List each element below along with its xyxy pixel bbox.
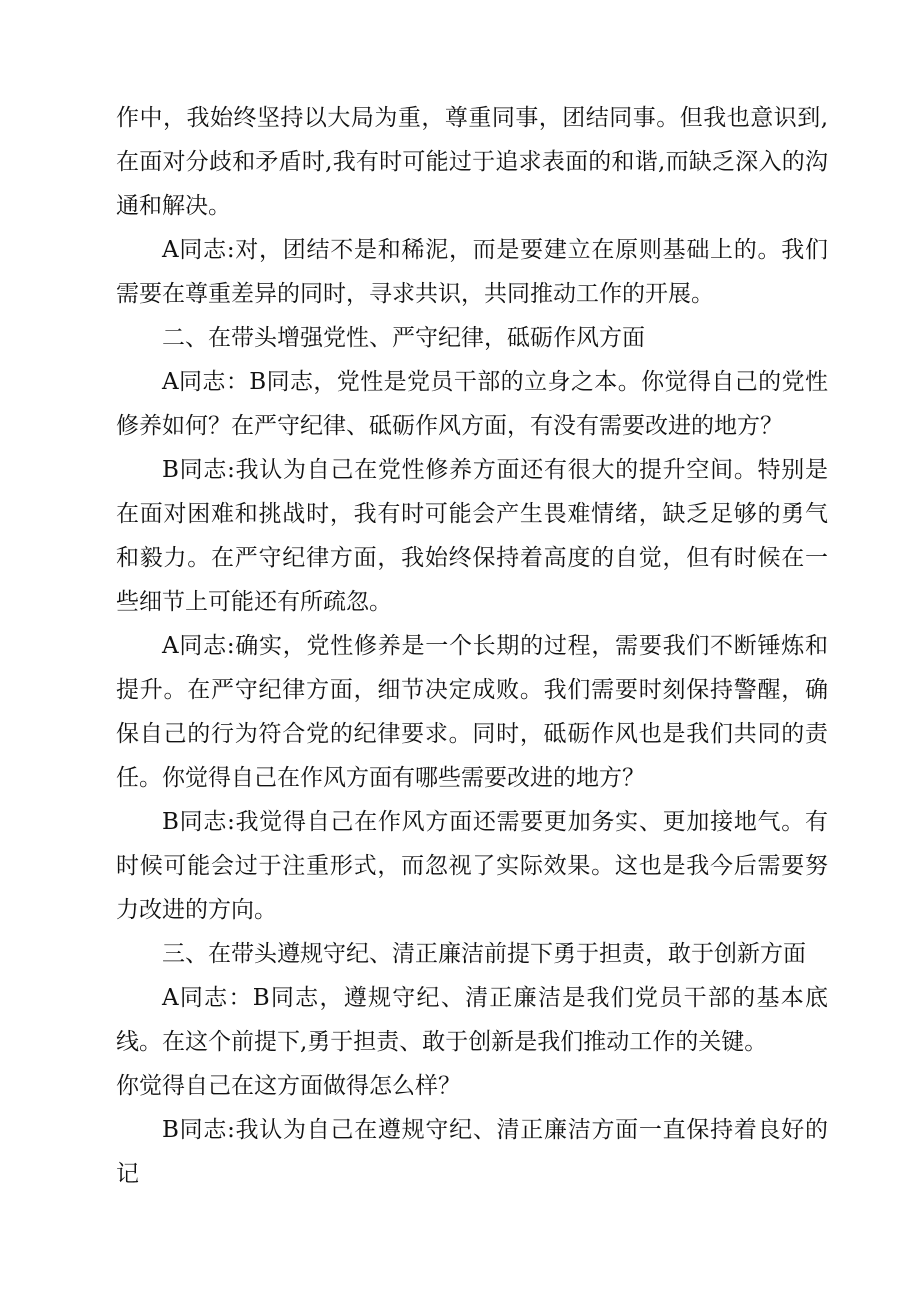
paragraph-5: A同志:确实，党性修养是一个长期的过程，需要我们不断锤炼和提升。在严守纪律方面，细节决定成败。我们需要时刻保持警醒，确保自己的行为符合党的纪律要求。同时，砥砺作风也是我们共同的责任。你觉得自己在作风方面有哪些需要改进的地方？: [116, 633, 828, 791]
paragraph-6: B同志:我觉得自己在作风方面还需要更加务实、更加接地气。有时候可能会过于注重形式，而忽视了实际效果。这也是我今后需要努力改进的方向。: [116, 809, 828, 923]
paragraph-4: B同志:我认为自己在党性修养方面还有很大的提升空间。特别是在面对困难和挑战时，我有时可能会产生畏难情绪，缺乏足够的勇气和毅力。在严守纪律方面，我始终保持着高度的自觉，但有时候在一些细节上可能还有所疏忽。: [116, 457, 828, 615]
document-body: [116, 96, 828, 1196]
section-heading-3: 三、在带头遵规守纪、清正廉洁前提下勇于担责，敢于创新方面: [162, 941, 806, 967]
paragraph-2: A同志:对，团结不是和稀泥，而是要建立在原则基础上的。我们需要在尊重差异的同时，寻求共识，共同推动工作的开展。: [116, 237, 828, 307]
paragraph-7: A同志：B同志，遵规守纪、清正廉洁是我们党员干部的基本底线。在这个前提下,勇于担责、敢于创新是我们推动工作的关键。: [116, 985, 828, 1055]
paragraph-1: 作中，我始终坚持以大局为重，尊重同事，团结同事。但我也意识到,在面对分歧和矛盾时,我有时可能过于追求表面的和谐,而缺乏深入的沟通和解决。: [116, 105, 828, 219]
paragraph-3: A同志：B同志，党性是党员干部的立身之本。你觉得自己的党性修养如何？在严守纪律、砥砺作风方面，有没有需要改进的地方？: [116, 369, 828, 439]
paragraph-8: 你觉得自己在这方面做得怎么样？: [116, 1073, 461, 1099]
paragraph-9: B同志:我认为自己在遵规守纪、清正廉洁方面一直保持着良好的记: [116, 1117, 828, 1187]
section-heading-2: 二、在带头增强党性、严守纪律，砥砺作风方面: [162, 325, 645, 351]
